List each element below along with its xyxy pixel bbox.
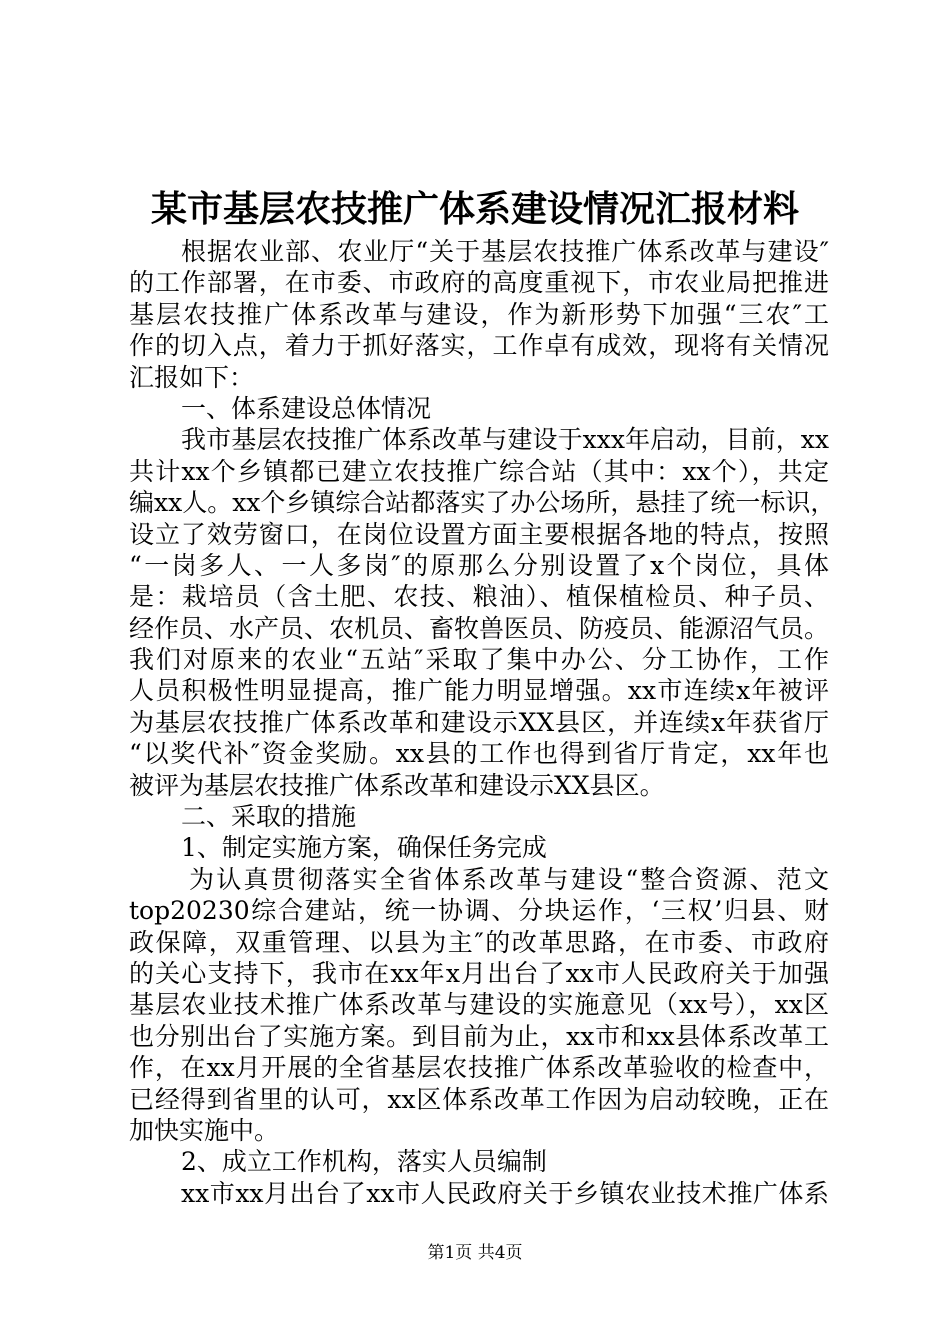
paragraph-line: 为基层农技推广体系改革和建设示XX县区，并连续x年获省厅 (129, 707, 829, 737)
paragraph-line: 我市基层农技推广体系改革与建设于xxx年启动，目前，xx (181, 425, 829, 455)
paragraph-line: xx市xx月出台了xx市人民政府关于乡镇农业技术推广体系 (181, 1178, 829, 1208)
subsection-heading: 2、成立工作机构，落实人员编制 (181, 1147, 547, 1177)
paragraph-line: 作，在xx月开展的全省基层农技推广体系改革验收的检查中， (129, 1053, 829, 1083)
paragraph-line: 根据农业部、农业厅“关于基层农技推广体系改革与建设″ (181, 237, 829, 266)
paragraph-line: 政保障，双重管理、以县为主″的改革思路，在市委、市政府 (129, 927, 829, 957)
paragraph-line: 经作员、水产员、农机员、畜牧兽医员、防疫员、能源沼气员。 (129, 613, 830, 643)
section-heading: 二、采取的措施 (181, 802, 357, 832)
paragraph-line: 人员积极性明显提高，推广能力明显增强。xx市连续x年被评 (129, 676, 829, 706)
section-heading: 一、体系建设总体情况 (181, 393, 432, 423)
paragraph-line: 编xx人。xx个乡镇综合站都落实了办公场所，悬挂了统一标识， (129, 488, 836, 518)
page-footer: 第1页 共4页 (427, 1243, 523, 1263)
paragraph-line: 为认真贯彻落实全省体系改革与建设“整合资源、范文 (189, 864, 829, 894)
paragraph-line: 也分别出台了实施方案。到目前为止，xx市和xx县体系改革工 (129, 1021, 829, 1051)
paragraph-line: 共计xx个乡镇都已建立农技推广综合站（其中：xx个），共定 (129, 456, 829, 486)
paragraph-line: 已经得到省里的认可，xx区体系改革工作因为启动较晚，正在 (129, 1084, 829, 1114)
paragraph-line: 基层农业技术推广体系改革与建设的实施意见（xx号），xx区 (129, 990, 829, 1020)
paragraph-line: 是：栽培员（含土肥、农技、粮油）、植保植检员、种子员、 (129, 582, 829, 612)
paragraph-line: “以奖代补″资金奖励。xx县的工作也得到省厅肯定，xx年也 (129, 739, 829, 769)
paragraph-line: 的关心支持下，我市在xx年x月出台了xx市人民政府关于加强 (129, 958, 829, 988)
paragraph-line: 被评为基层农技推广体系改革和建设示XX县区。 (129, 770, 665, 800)
subsection-heading: 1、制定实施方案，确保任务完成 (181, 833, 547, 863)
paragraph-line: top20230综合建站，统一协调、分块运作，‘三权’归县、财 (129, 896, 829, 926)
paragraph-line: 的工作部署，在市委、市政府的高度重视下，市农业局把推进 (129, 268, 829, 298)
paragraph-line: 我们对原来的农业“五站″采取了集中办公、分工协作，工作 (129, 645, 829, 675)
document-title: 某市基层农技推广体系建设情况汇报材料 (150, 189, 799, 230)
document-body (129, 236, 836, 1209)
paragraph-line: 作的切入点，着力于抓好落实，工作卓有成效，现将有关情况 (129, 331, 829, 361)
paragraph-line: 基层农技推广体系改革与建设，作为新形势下加强“三农″工 (129, 299, 829, 329)
paragraph-line: 设立了效劳窗口，在岗位设置方面主要根据各地的特点，按照 (129, 519, 829, 549)
paragraph-line: 汇报如下： (129, 362, 255, 392)
paragraph-line: “一岗多人、一人多岗″的原那么分别设置了x个岗位，具体 (129, 550, 829, 580)
paragraph-line: 加快实施中。 (129, 1115, 280, 1145)
